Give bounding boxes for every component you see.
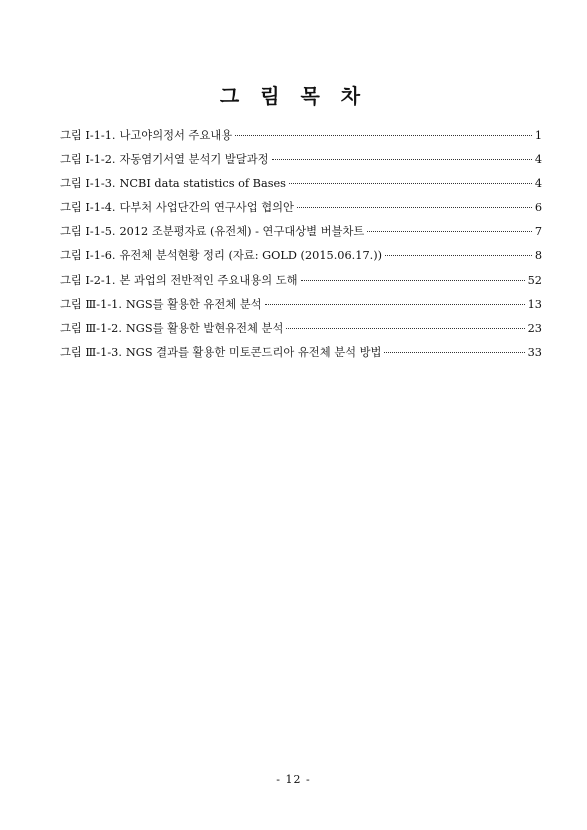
dot-leader	[265, 304, 525, 305]
figure-label: 그림 Ⅰ-1-3.	[60, 177, 116, 191]
toc-entry[interactable]	[60, 148, 542, 172]
dot-leader	[301, 280, 525, 281]
dot-leader	[286, 328, 524, 329]
page-title: 그 림 목 차	[219, 84, 368, 108]
figure-page-number: 7	[534, 225, 542, 239]
figure-page-number: 6	[534, 201, 542, 215]
figure-page-number: 1	[534, 129, 542, 142]
toc-entry[interactable]	[60, 293, 542, 317]
figure-page-number: 52	[527, 273, 542, 287]
figure-page-number: 13	[527, 297, 542, 311]
figure-label: 그림 Ⅰ-1-2.	[60, 153, 116, 167]
figure-page-number: 4	[534, 177, 542, 191]
dot-leader	[367, 231, 531, 232]
figure-title: 본 과업의 전반적인 주요내용의 도해	[119, 273, 298, 287]
toc-entry[interactable]	[60, 341, 542, 365]
figure-label: 그림 Ⅲ-1-2.	[60, 321, 122, 335]
toc-entry[interactable]	[60, 172, 542, 196]
toc-entry[interactable]	[60, 124, 542, 148]
figure-label: 그림 Ⅰ-1-1.	[60, 129, 116, 142]
dot-leader	[385, 255, 532, 256]
figure-title: 자동염기서열 분석기 발달과정	[119, 153, 269, 167]
figure-label: 그림 Ⅰ-2-1.	[60, 273, 116, 287]
toc-entry[interactable]	[60, 220, 542, 244]
figure-title: NGS 결과를 활용한 미토콘드리아 유전체 분석 방법	[125, 345, 382, 359]
figure-title: 다부처 사업단간의 연구사업 협의안	[119, 201, 294, 215]
dot-leader	[384, 352, 524, 353]
figure-title: NGS를 활용한 유전체 분석	[125, 297, 262, 311]
figure-page-number: 33	[527, 345, 542, 359]
figure-label: 그림 Ⅲ-1-3.	[60, 345, 122, 359]
figure-label: 그림 Ⅰ-1-5.	[60, 225, 116, 239]
toc-entry[interactable]	[60, 196, 542, 220]
figure-title: NGS를 활용한 발현유전체 분석	[125, 321, 284, 335]
dot-leader	[297, 207, 532, 208]
figure-title: 나고야의정서 주요내용	[119, 129, 233, 142]
page-number: - 12 -	[276, 773, 311, 786]
toc-entry[interactable]	[60, 244, 542, 268]
figure-list	[60, 124, 542, 365]
figure-label: 그림 Ⅰ-1-4.	[60, 201, 116, 215]
figure-title: 유전체 분석현황 정리 (자료: GOLD (2015.06.17.))	[119, 249, 383, 263]
figure-label: 그림 Ⅰ-1-6.	[60, 249, 116, 263]
figure-title: 2012 조분평자료 (유전체) - 연구대상별 버블차트	[119, 225, 365, 239]
dot-leader	[235, 135, 532, 136]
figure-title: NCBI data statistics of Bases	[119, 177, 286, 191]
figure-page-number: 23	[527, 321, 542, 335]
dot-leader	[289, 183, 532, 184]
figure-page-number: 4	[534, 153, 542, 167]
toc-entry[interactable]	[60, 269, 542, 293]
dot-leader	[272, 159, 532, 160]
figure-label: 그림 Ⅲ-1-1.	[60, 297, 122, 311]
toc-entry[interactable]	[60, 317, 542, 341]
figure-page-number: 8	[534, 249, 542, 263]
